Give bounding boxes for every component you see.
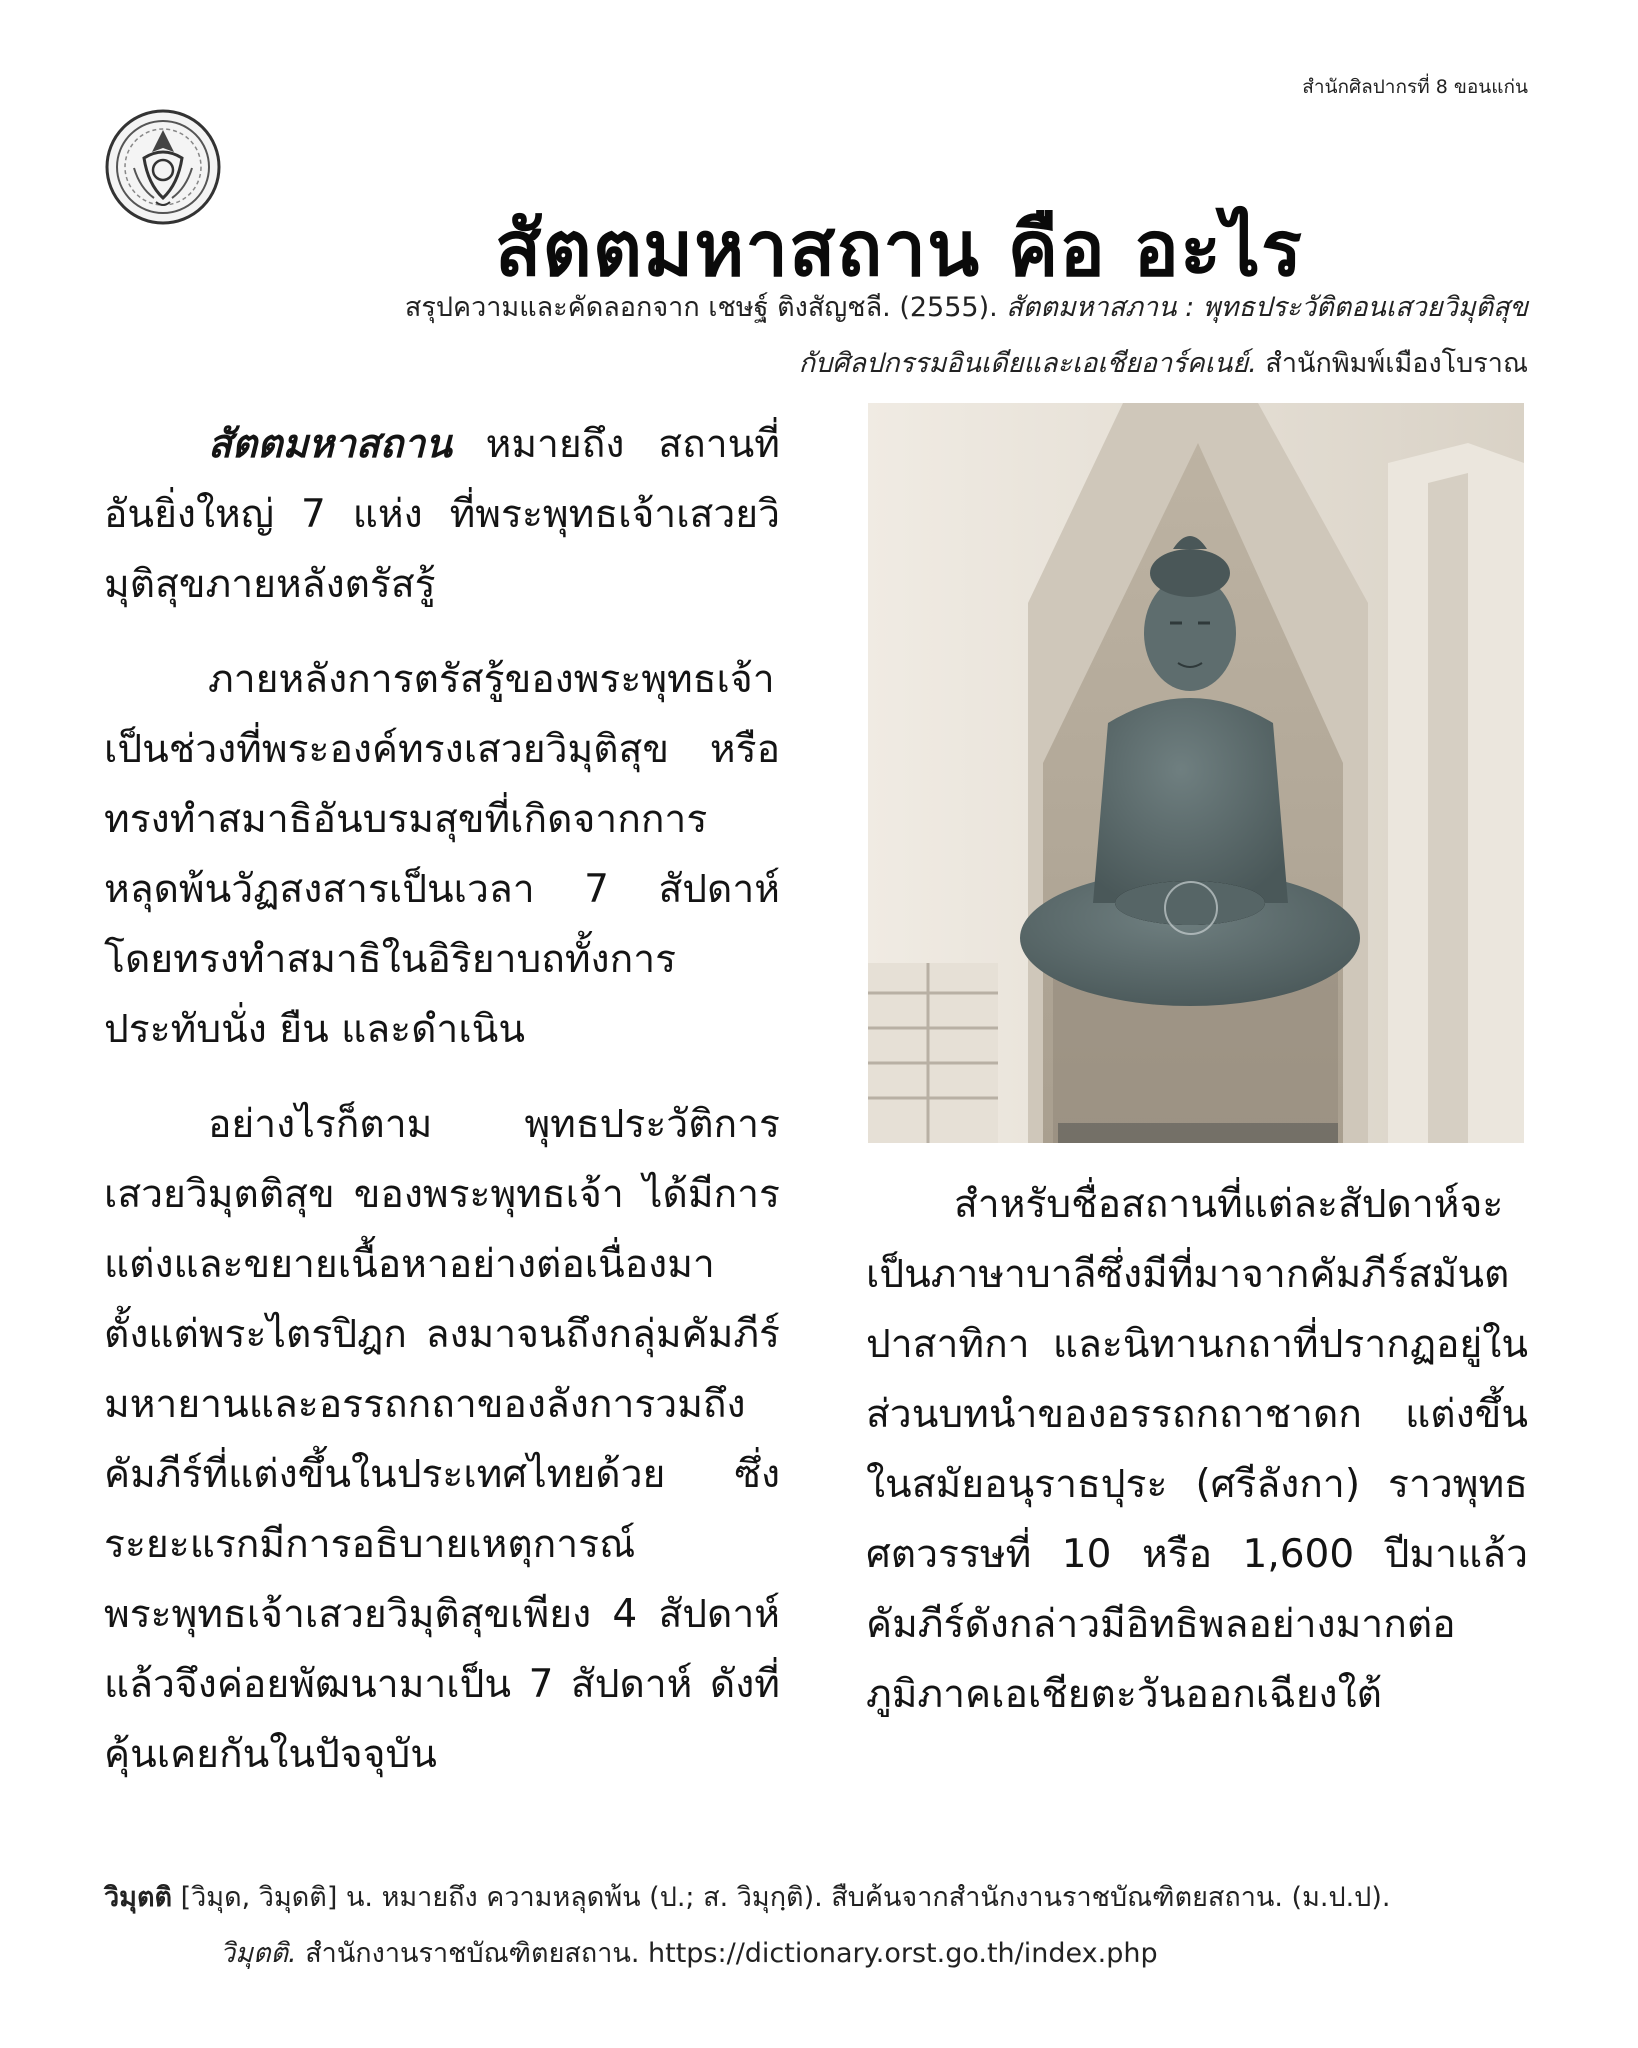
right-column [866,1170,1528,1730]
reference-footnote [104,1870,1544,1982]
paragraph-enlightenment: ภายหลังการตรัสรู้ของพระพุทธเจ้าเป็นช่วงที่พระองค์ทรงเสวยวิมุติสุข หรือทรงทำสมาธิอันบรมสุขที่เกิดจากการหลุดพ้นวัฏสงสารเป็นเวลา 7 สัปดาห์ โดยทรงทำสมาธิในอิริยาบถทั้งการประทับนั่ง ยืน และดำเนิน [104,657,780,1052]
organization-name: สำนักศิลปากรที่ 8 ขอนแก่น [1302,76,1528,98]
reference-italic-title: วิมุตติ. [220,1938,297,1969]
source-citation [228,280,1528,392]
definition-text: หมายถึง สถานที่อันยิ่งใหญ่ 7 แห่ง ที่พระพุทธเจ้าเสวยวิมุติสุขภายหลังตรัสรู้ [104,422,780,607]
reference-term: วิมุตติ [104,1882,173,1913]
buddha-statue-photo [868,403,1524,1143]
paragraph-place-names: สำหรับชื่อสถานที่แต่ละสัปดาห์จะเป็นภาษาบาลีซึ่งมีที่มาจากคัมภีร์สมันตปาสาทิกา และนิทานกถาที่ปรากฏอยู่ในส่วนบทนำของอรรถกถาชาดก แต่งขึ้นในสมัยอนุราธปุระ (ศรีลังกา) ราวพุทธศตวรรษที่ 10 หรือ 1,600 ปีมาแล้ว คัมภีร์ดังกล่าวมีอิทธิพลอย่างมากต่อภูมิภาคเอเชียตะวันออกเฉียงใต้ [866,1182,1528,1717]
paragraph-history: อย่างไรก็ตาม พุทธประวัติการเสวยวิมุตติสุข ของพระพุทธเจ้า ได้มีการแต่งและขยายเนื้อหาอย่างต่อเนื่องมาตั้งแต่พระไตรปิฎก ลงมาจนถึงกลุ่มคัมภีร์มหายานและอรรถกถาของลังการวมถึงคัมภีร์ที่แต่งขึ้นในประเทศไทยด้วย ซึ่งระยะแรกมีการอธิบายเหตุการณ์พระพุทธเจ้าเสวยวิมุติสุขเพียง 4 สัปดาห์ แล้วจึงค่อยพัฒนามาเป็น 7 สัปดาห์ ดังที่คุ้นเคยกันในปัจจุบัน [104,1102,780,1777]
reference-definition: [วิมุด, วิมุดติ] น. หมายถึง ความหลุดพ้น (ป.; ส. วิมุกฺติ). สืบค้นจากสำนักงานราชบัณฑิตยสถาน. (ม.ป.ป). [172,1882,1391,1913]
reference-line-2 [104,1926,1544,1982]
page-title: สัตตมหาสถาน คือ อะไร [495,203,1303,293]
source-book-title-1: สัตตมหาสภาน : พุทธประวัติตอนเสวยวิมุติสุข [1006,292,1528,323]
reference-line-1 [104,1870,1544,1926]
source-book-title-2: กับศิลปกรรมอินเดียและเอเชียอาร์คเนย์. [798,348,1257,379]
source-publisher: สำนักพิมพ์เมืองโบราณ [1256,348,1528,379]
paragraph-definition [104,410,780,620]
left-column [104,410,780,1815]
reference-source-url: สำนักงานราชบัณฑิตยสถาน. https://dictionary.orst.go.th/index.php [296,1938,1158,1969]
source-prefix: สรุปความและคัดลอกจาก เชษฐ์ ติงสัญชลี. (2555). [404,292,1007,323]
definition-term: สัตตมหาสถาน [208,422,452,467]
fine-arts-emblem-logo [104,108,222,226]
